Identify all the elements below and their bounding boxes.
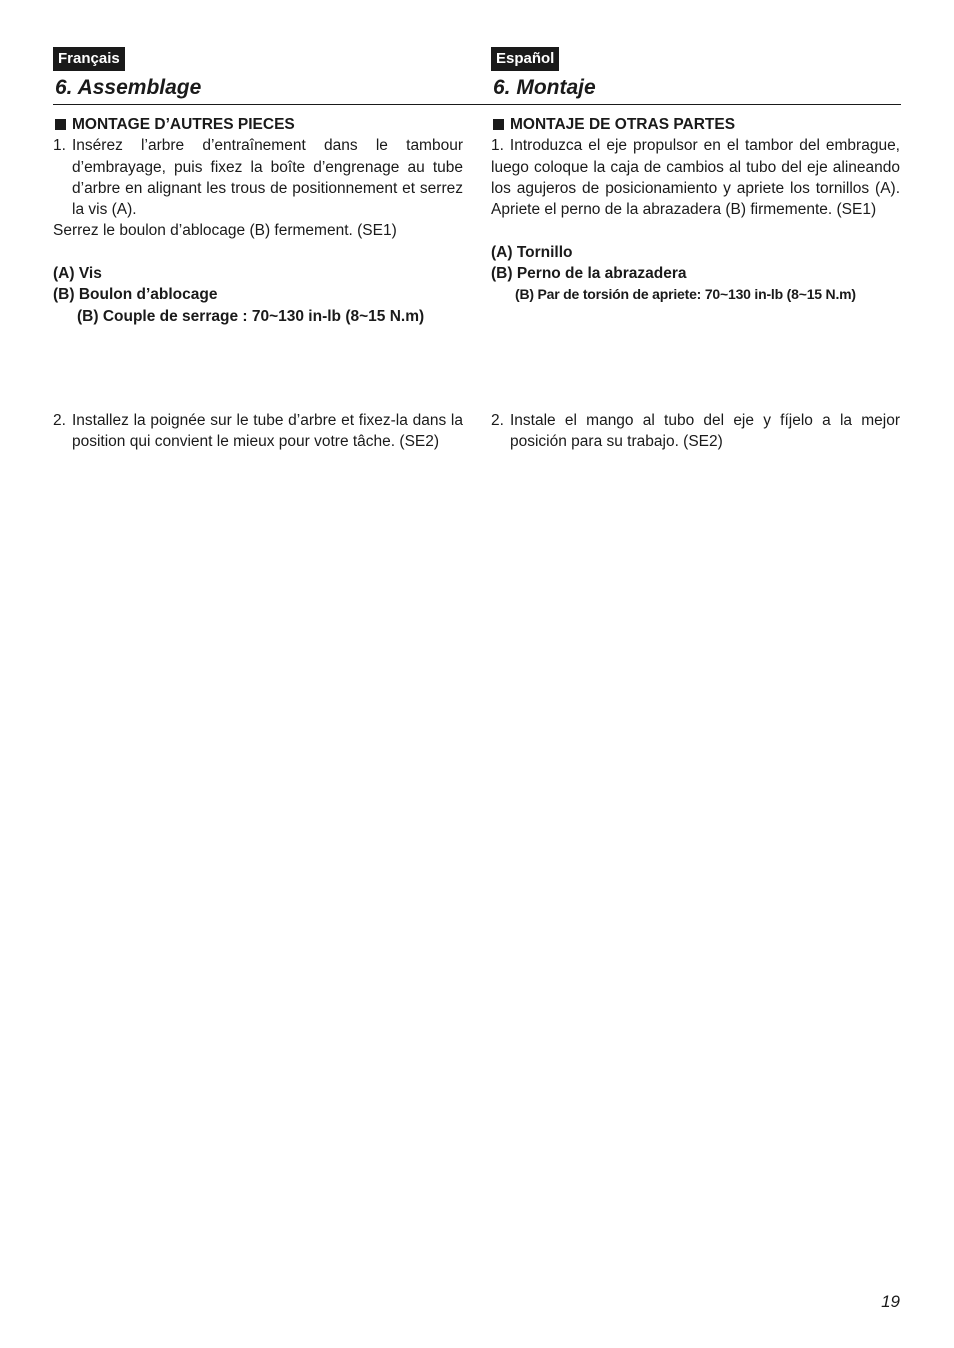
spanish-column-header [491,47,901,100]
spanish-step-2-number: 2. [491,412,504,429]
spanish-step-1-text: 1. Introduzca el eje propulsor en el tambor del embrague, luego coloque la caja de cambios al tubo del eje alineando los agujeros de posicionamiento y apriete los tornillos (A). Apriete el perno de la abrazadera (B) firmemente. (SE1) [491,137,900,219]
french-section-title: 6. Assemblage [55,76,202,99]
spanish-subheading-text: MONTAJE DE OTRAS PARTES [510,116,736,133]
spanish-language-tag: Español [491,47,559,71]
french-step-2 [53,410,463,453]
spanish-step-2 [491,410,900,453]
spanish-label-b: (B) Perno de la abrazadera [491,265,687,283]
french-torque-spec: (B) Couple de serrage : 70~130 in-lb (8~15 N.m) [77,307,425,325]
french-language-tag: Français [53,47,125,71]
french-step-2-number: 2. [53,412,66,429]
french-step-1-followup: Serrez le boulon d’ablocage (B) fermement. (SE1) [53,222,397,240]
french-step-1-number: 1. [53,137,66,155]
spanish-subheading [491,114,900,135]
french-column-header [53,47,463,100]
header-divider [53,104,901,105]
spanish-section-title: 6. Montaje [493,76,596,99]
french-label-a: (A) Vis [53,265,102,283]
french-subheading-text: MONTAGE D’AUTRES PIECES [72,116,295,133]
page-number: 19 [881,1292,900,1311]
spanish-body [491,114,900,306]
french-label-b: (B) Boulon d’ablocage [53,286,218,304]
french-step-1-text: Insérez l’arbre d’entraînement dans le tambour d’embrayage, puis fixez la boîte d’engrenage au tube d’arbre en alignant les trous de positionnement et serrez la vis (A). [72,137,463,219]
spanish-label-a: (A) Tornillo [491,243,573,261]
square-bullet-icon [493,119,504,130]
spanish-torque-spec: (B) Par de torsión de apriete: 70~130 in-lb (8~15 N.m) [515,286,856,303]
french-body [53,114,463,327]
spanish-step-2-text: Instale el mango al tubo del eje y fíjelo a la mejor posición para su trabajo. (SE2) [510,412,900,451]
square-bullet-icon [55,119,66,130]
french-subheading [53,114,463,135]
french-step-2-text: Installez la poignée sur le tube d’arbre et fixez-la dans la position qui convient le mieux pour votre tâche. (SE2) [72,412,463,451]
french-step-1 [53,135,463,220]
